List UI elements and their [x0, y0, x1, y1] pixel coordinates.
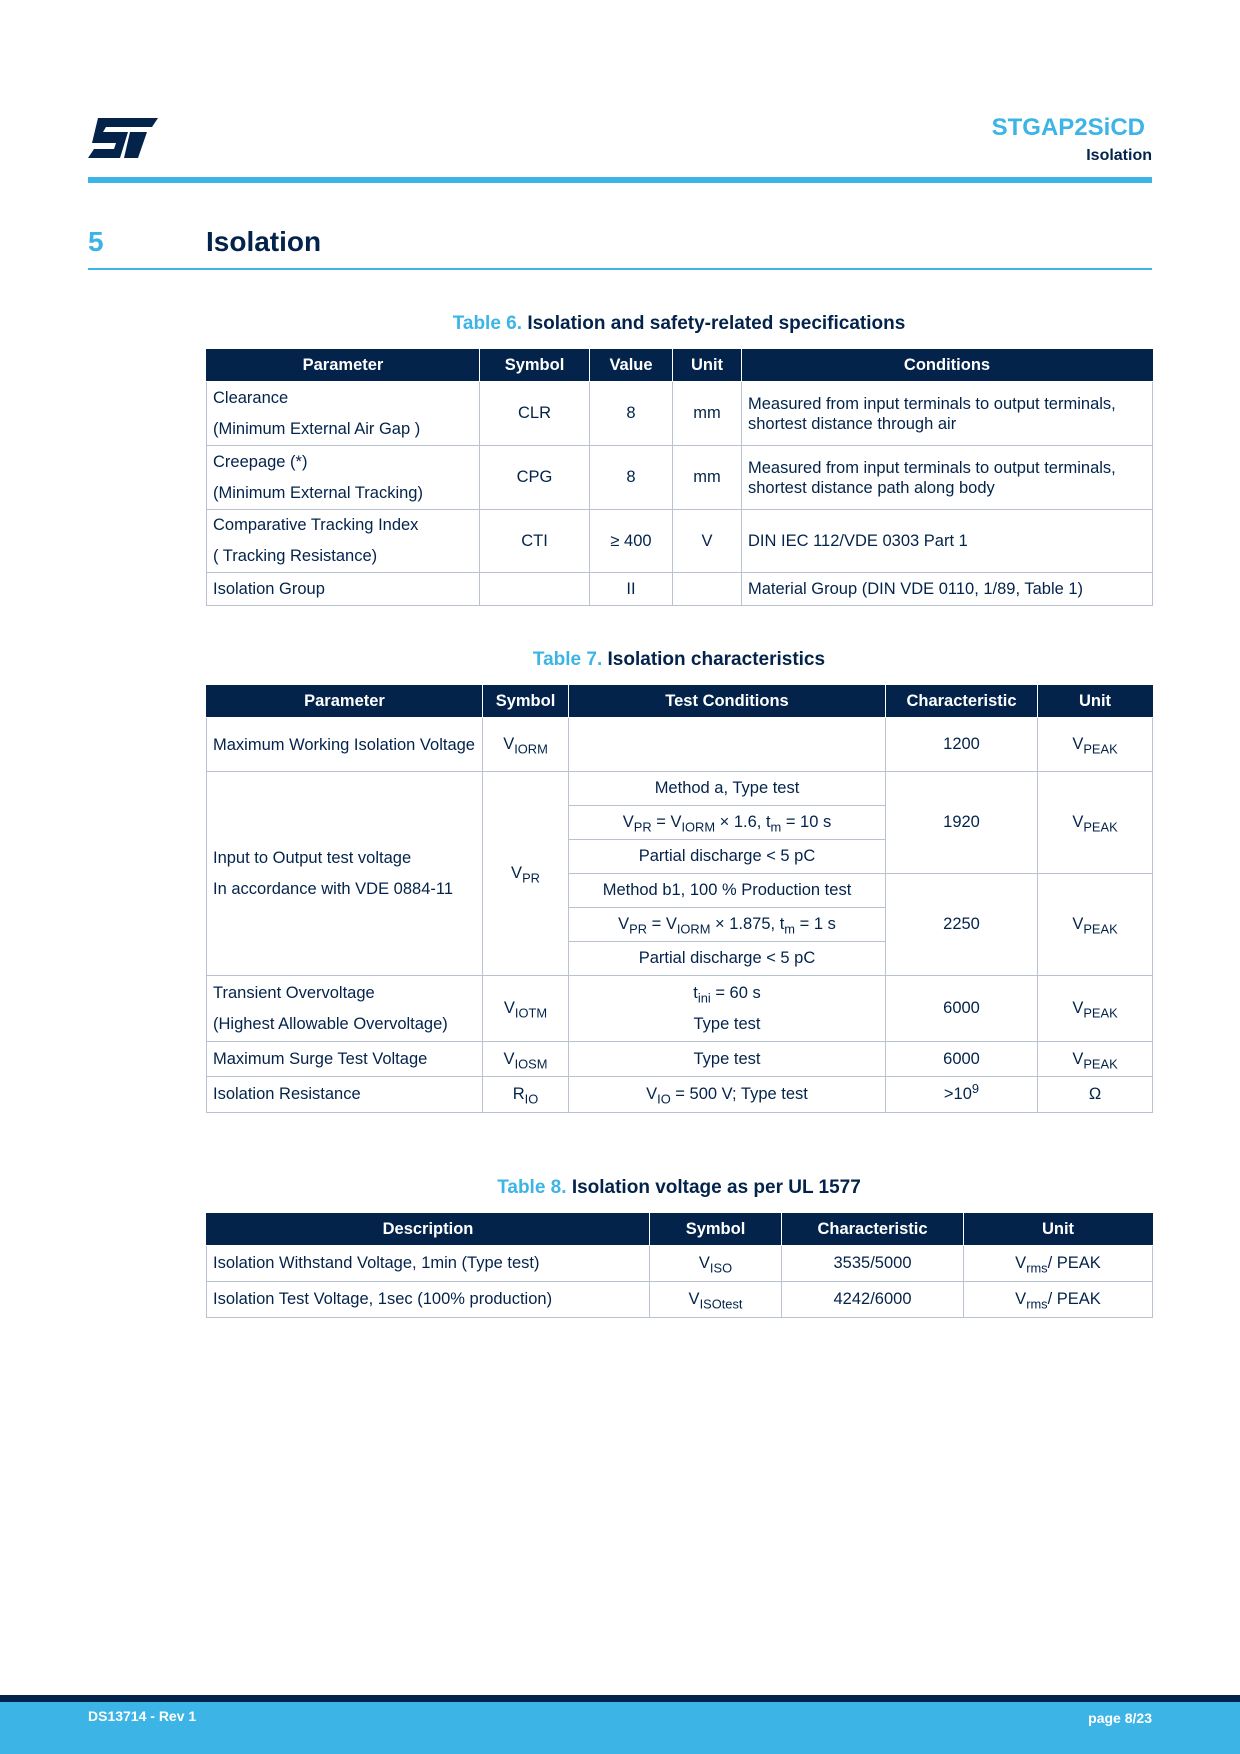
column-header: Unit [673, 349, 742, 382]
test-conditions-cell: Partial discharge < 5 pC [569, 942, 886, 976]
table-row [207, 382, 1153, 446]
table7-label: Table 7. [532, 649, 603, 670]
symbol-cell: $R_{IO}$ [483, 1077, 569, 1113]
parameter-cell: Creepage (*) (Minimum External Tracking) [207, 446, 480, 510]
characteristic-cell: 6000 [886, 1042, 1038, 1077]
test-conditions-cell: $t_{ini} = 60$ s Type test [569, 976, 886, 1042]
unit-cell: V [673, 510, 742, 573]
table-row [207, 1282, 1153, 1318]
table-row [207, 1077, 1153, 1113]
value-cell: ≥ 400 [590, 510, 673, 573]
conditions-cell: Measured from input terminals to output terminals, shortest distance through air [742, 382, 1153, 446]
test-conditions-cell: $V_{IO} = 500$ V; Type test [569, 1077, 886, 1113]
unit-cell: $V_{rms}/$ PEAK [964, 1246, 1153, 1282]
table8-caption [206, 1177, 1152, 1199]
description-cell: Isolation Withstand Voltage, 1min (Type test) [207, 1246, 650, 1282]
column-header: Symbol [480, 349, 590, 382]
section-title: Isolation [206, 226, 322, 257]
table-row [207, 718, 1153, 772]
symbol-cell: $V_{ISOtest}$ [650, 1282, 782, 1318]
conditions-cell: Measured from input terminals to output terminals, shortest distance path along body [742, 446, 1153, 510]
unit-cell [673, 573, 742, 606]
unit-cell: $V_{PEAK}$ [1038, 772, 1153, 874]
test-conditions-cell: Type test [569, 1042, 886, 1077]
parameter-cell: Input to Output test voltage In accordance with VDE 0884-11 [207, 772, 483, 976]
table-header-row [207, 685, 1153, 718]
parameter-cell: Isolation Group [207, 573, 480, 606]
parameter-cell: Transient Overvoltage (Highest Allowable Overvoltage) [207, 976, 483, 1042]
test-conditions-cell: Partial discharge < 5 pC [569, 840, 886, 874]
table-row [207, 976, 1153, 1042]
table-row [207, 1246, 1153, 1282]
test-conditions-cell: Method b1, 100 % Production test [569, 874, 886, 908]
test-conditions-cell: $V_{PR} = V_{IORM} \times 1.6$, $t_m = 10$ s [569, 806, 886, 840]
table-row [207, 1042, 1153, 1077]
table7-caption [206, 649, 1152, 671]
symbol-cell [480, 573, 590, 606]
table-row [207, 510, 1153, 573]
symbol-cell: $V_{PR}$ [483, 772, 569, 976]
column-header: Unit [1038, 685, 1153, 718]
footer-page-number: page 8/23 [1088, 1710, 1152, 1726]
unit-cell: mm [673, 382, 742, 446]
parameter-cell: Clearance (Minimum External Air Gap ) [207, 382, 480, 446]
column-header: Unit [964, 1213, 1153, 1246]
test-conditions-cell: $V_{PR} = V_{IORM} \times 1.875$, $t_m = 1$ s [569, 908, 886, 942]
characteristic-cell: 6000 [886, 976, 1038, 1042]
unit-cell: mm [673, 446, 742, 510]
column-header: Characteristic [886, 685, 1038, 718]
table7 [206, 685, 1153, 1113]
symbol-cell: CTI [480, 510, 590, 573]
parameter-cell: Isolation Resistance [207, 1077, 483, 1113]
parameter-cell: Maximum Surge Test Voltage [207, 1042, 483, 1077]
column-header: Symbol [650, 1213, 782, 1246]
section-rule [88, 268, 1152, 270]
table6-label: Table 6. [452, 313, 523, 334]
footer-rule [0, 1695, 1240, 1702]
unit-cell: Ω [1038, 1077, 1153, 1113]
parameter-cell: Maximum Working Isolation Voltage [207, 718, 483, 772]
footer-doc-ref: DS13714 - Rev 1 [88, 1708, 197, 1724]
unit-cell: $V_{PEAK}$ [1038, 1042, 1153, 1077]
table-header-row [207, 349, 1153, 382]
column-header: Value [590, 349, 673, 382]
symbol-cell: $V_{ISO}$ [650, 1246, 782, 1282]
column-header: Symbol [483, 685, 569, 718]
characteristic-cell: 1920 [886, 772, 1038, 874]
table6-caption [206, 313, 1152, 335]
column-header: Conditions [742, 349, 1153, 382]
symbol-cell: $V_{IOTM}$ [483, 976, 569, 1042]
table-row [207, 446, 1153, 510]
symbol-cell: $V_{IOSM}$ [483, 1042, 569, 1077]
column-header: Parameter [207, 685, 483, 718]
column-header: Parameter [207, 349, 480, 382]
test-conditions-cell: Method a, Type test [569, 772, 886, 806]
column-header: Characteristic [782, 1213, 964, 1246]
symbol-cell: $V_{IORM}$ [483, 718, 569, 772]
unit-cell: $V_{PEAK}$ [1038, 718, 1153, 772]
symbol-cell: CPG [480, 446, 590, 510]
characteristic-cell: $>10^9$ [886, 1077, 1038, 1113]
table6-title: Isolation and safety-related specifications [527, 313, 906, 334]
table-row [207, 573, 1153, 606]
test-conditions-cell [569, 718, 886, 772]
characteristic-cell: 1200 [886, 718, 1038, 772]
value-cell: II [590, 573, 673, 606]
characteristic-cell: 2250 [886, 874, 1038, 976]
header-rule [88, 177, 1152, 183]
table7-title: Isolation characteristics [607, 649, 826, 670]
st-logo [88, 118, 158, 158]
table8 [206, 1213, 1153, 1318]
table-row [207, 772, 1153, 806]
table8-title: Isolation voltage as per UL 1577 [571, 1177, 861, 1198]
conditions-cell: DIN IEC 112/VDE 0303 Part 1 [742, 510, 1153, 573]
symbol-cell: CLR [480, 382, 590, 446]
unit-cell: $V_{PEAK}$ [1038, 976, 1153, 1042]
unit-cell: $V_{PEAK}$ [1038, 874, 1153, 976]
column-header: Test Conditions [569, 685, 886, 718]
document-title: STGAP2SiCD [991, 114, 1145, 141]
section-number: 5 [88, 226, 104, 257]
value-cell: 8 [590, 382, 673, 446]
description-cell: Isolation Test Voltage, 1sec (100% production) [207, 1282, 650, 1318]
column-header: Description [207, 1213, 650, 1246]
unit-cell: $V_{rms}/$ PEAK [964, 1282, 1153, 1318]
header-section-name: Isolation [1086, 147, 1152, 164]
table6 [206, 349, 1153, 606]
characteristic-cell: 3535/5000 [782, 1246, 964, 1282]
table8-label: Table 8. [497, 1177, 567, 1198]
parameter-cell: Comparative Tracking Index ( Tracking Resistance) [207, 510, 480, 573]
conditions-cell: Material Group (DIN VDE 0110, 1/89, Table 1) [742, 573, 1153, 606]
value-cell: 8 [590, 446, 673, 510]
characteristic-cell: 4242/6000 [782, 1282, 964, 1318]
table-header-row [207, 1213, 1153, 1246]
